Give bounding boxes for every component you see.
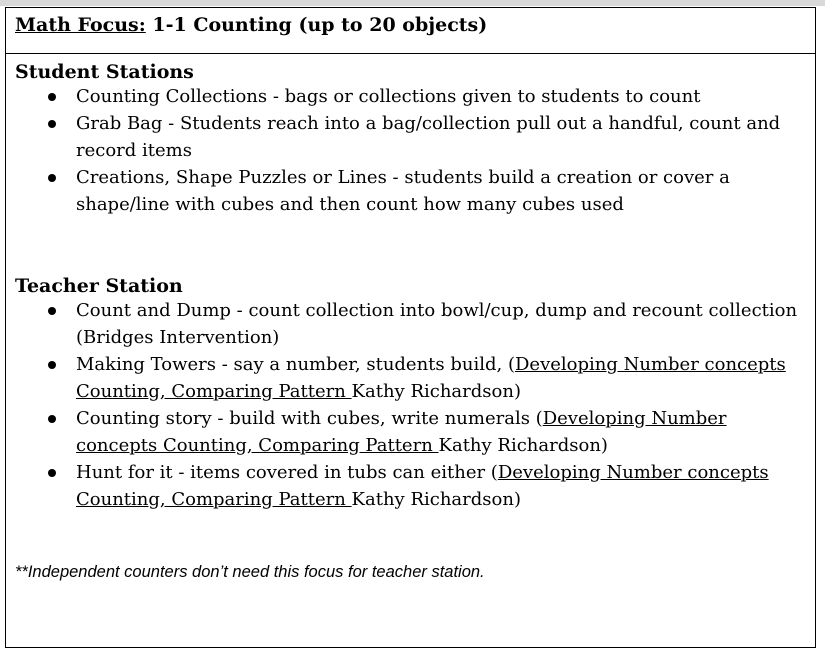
list-item (15, 110, 805, 164)
book-title-link[interactable]: Developing Number concepts Counting, Comparing Pattern (76, 354, 786, 402)
list-item-text: Counting Collections - bags or collections given to students to count (76, 86, 701, 107)
list-item-author: Kathy Richardson) (438, 435, 608, 456)
bullet-icon (48, 307, 56, 315)
list-item (15, 459, 805, 513)
bullet-icon (48, 120, 56, 128)
table-body (6, 61, 815, 582)
math-focus-table (5, 7, 816, 648)
list-item-text: Hunt for it - items covered in tubs can either ( (76, 462, 498, 483)
list-item (15, 351, 805, 405)
list-item-text: Counting story - build with cubes, write numerals ( (76, 408, 543, 429)
list-item-author: Kathy Richardson) (351, 489, 521, 510)
book-title-link[interactable]: Developing Number concepts Counting, Comparing Pattern (76, 408, 727, 456)
list-item-text: Count and Dump - count collection into bowl/cup, dump and recount collection (Bridges Intervention) (76, 300, 798, 348)
list-item (15, 297, 805, 351)
list-item (15, 83, 805, 110)
student-stations-list (15, 83, 805, 218)
teacher-station-title: Teacher Station (15, 275, 183, 297)
bullet-icon (48, 93, 56, 101)
math-focus-text: 1-1 Counting (up to 20 objects) (145, 14, 488, 36)
student-stations-title: Student Stations (15, 61, 194, 83)
list-item-text: Creations, Shape Puzzles or Lines - students build a creation or cover a shape/line with cubes and then count how many cubes used (76, 167, 730, 215)
bullet-icon (48, 174, 56, 182)
list-item-text: Grab Bag - Students reach into a bag/collection pull out a handful, count and record items (76, 113, 781, 161)
list-item-author: Kathy Richardson) (351, 381, 521, 402)
top-divider (0, 0, 825, 6)
math-focus-label: Math Focus: (15, 14, 146, 36)
list-item-text: Making Towers - say a number, students build, ( (76, 354, 515, 375)
book-title-link[interactable]: Developing Number concepts Counting, Comparing Pattern (76, 462, 769, 510)
list-item (15, 164, 805, 218)
teacher-station-list (15, 297, 805, 513)
bullet-icon (48, 361, 56, 369)
header-row (6, 8, 815, 54)
bullet-icon (48, 469, 56, 477)
bullet-icon (48, 415, 56, 423)
list-item (15, 405, 805, 459)
footnote: **Independent counters don’t need this focus for teacher station. (15, 563, 485, 581)
